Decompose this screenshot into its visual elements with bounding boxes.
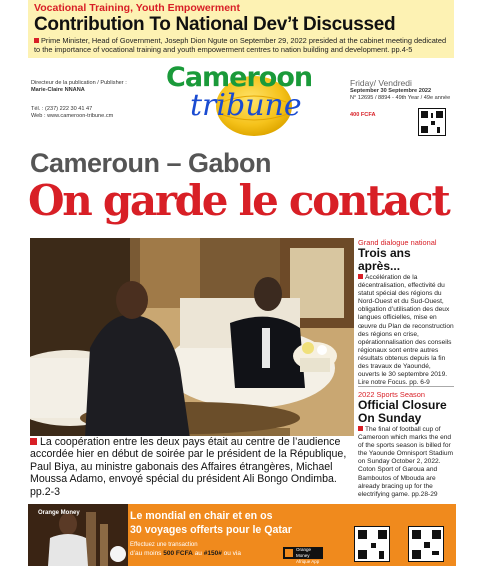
ad-line-4-suffix: ou via [223, 550, 241, 557]
issue-number: N° 12695 / 8894 - 49th Year / 49e année [350, 95, 451, 101]
ad-amount: 500 FCFA [163, 550, 193, 557]
story-body [358, 274, 454, 379]
top-banner-summary [34, 36, 448, 54]
ad-line-2: 30 voyages offerts pour le Qatar [130, 524, 292, 536]
story-tag: Grand dialogue national [358, 238, 437, 247]
ad-image [28, 504, 128, 566]
publisher-label: Directeur de la publication / Publisher : [31, 80, 127, 86]
audience-photo-illustration [30, 238, 354, 436]
top-banner-headline[interactable]: Contribution To National Dev’t Discussed [34, 14, 396, 35]
main-caption-text: La coopération entre les deux pays était au centre de l’audience accordée hier en début de soirée par le président de la République, Paul Biya, au ministre gabonais des Affaires étrangères, Michael Moussa Adamo, envoyé spécial du président Ali Bongo Ondimba. pp.2-3 [30, 436, 347, 498]
masthead-publisher-info [31, 80, 161, 120]
divider [358, 386, 454, 387]
sidebar-story-dialogue[interactable] [358, 238, 454, 387]
story-tag: 2022 Sports Season [358, 390, 425, 399]
story-body-text: Accélération de la décentralisation, effectivité du statut spécial des régions du Nord-Ouest et du Sud-Ouest, obligation d’utilisation des deux langues officielles, mise en œuvre du Plan de reconstruction des régions en crise, opérationnalisation des conseils régionaux sont entre autres résultats obtenus depuis la fin des travaux de Yaoundé, ouverts le 30 septembre 2019. [358, 274, 454, 379]
ad-line-4 [130, 550, 241, 557]
story-body [358, 426, 454, 499]
issue-day: Friday/ Vendredi [350, 78, 412, 88]
ad-line-3: Effectuez une transaction [130, 542, 198, 548]
ad-brand: Orange Money [38, 510, 80, 516]
orange-money-ad[interactable] [28, 504, 456, 566]
top-banner-kicker: Vocational Training, Youth Empowerment [34, 2, 240, 14]
story-ref: Lire notre Focus. pp. 6-9 [358, 379, 430, 387]
ad-line-4-mid: au [194, 550, 202, 557]
ad-ussd-code: #150# [203, 550, 222, 557]
issue-date: September 30 Septembre 2022 [350, 88, 432, 94]
issue-price: 400 FCFA [350, 112, 376, 118]
bullet-square-icon [30, 438, 37, 445]
logo-wordmark-top: Cameroon [166, 62, 313, 93]
ad-qr-code-icon[interactable] [408, 526, 444, 562]
publisher-name: Marie-Claire NNANA [31, 87, 85, 93]
masthead-qr-code-icon[interactable] [418, 108, 446, 136]
sidebar-story-sports[interactable] [358, 383, 454, 499]
main-caption [30, 436, 354, 498]
ad-line-1: Le mondial en chair et en os [130, 510, 273, 522]
main-photo[interactable] [30, 238, 354, 436]
cameroon-tribune-logo [162, 60, 332, 140]
sidebar [358, 238, 454, 498]
logo-wordmark-bottom: tribune [190, 88, 302, 123]
story-title: Official Closure On Sunday [358, 398, 447, 425]
bullet-square-icon [358, 274, 363, 279]
bullet-square-icon [358, 426, 363, 431]
top-banner-summary-text: Prime Minister, Head of Government, Joseph Dion Ngute on September 29, 2022 presided at the cabinet meeting dedicated to the importance of vocational training and youth empowerment centres to nation building and development. pp.4-5 [34, 36, 447, 54]
main-kicker: Cameroun – Gabon [30, 148, 272, 178]
top-banner [28, 0, 454, 58]
bullet-square-icon [34, 38, 39, 43]
ad-qr-code-icon[interactable] [354, 526, 390, 562]
website-link[interactable]: Web : www.cameroon-tribune.cm [31, 113, 114, 119]
story-title: Trois ans après... [358, 246, 411, 273]
orange-money-app-badge[interactable]: Orange Money Afrique App [283, 547, 323, 559]
story-body-text: The final of football cup of Cameroon which marks the end of the sports season is billed for the Yaounde Omnisport Stadium on Sunday October 2, 2022. Coton Sport of Garoua and Bamboutos of Mbouda are already bracing up for the electrifying game. pp.28-29 [358, 426, 454, 498]
phone-number: Tél. : (237) 222 30 41 47 [31, 106, 93, 112]
main-headline[interactable]: On garde le contact [28, 176, 449, 225]
ad-line-4-prefix: d’au moins [130, 550, 162, 557]
